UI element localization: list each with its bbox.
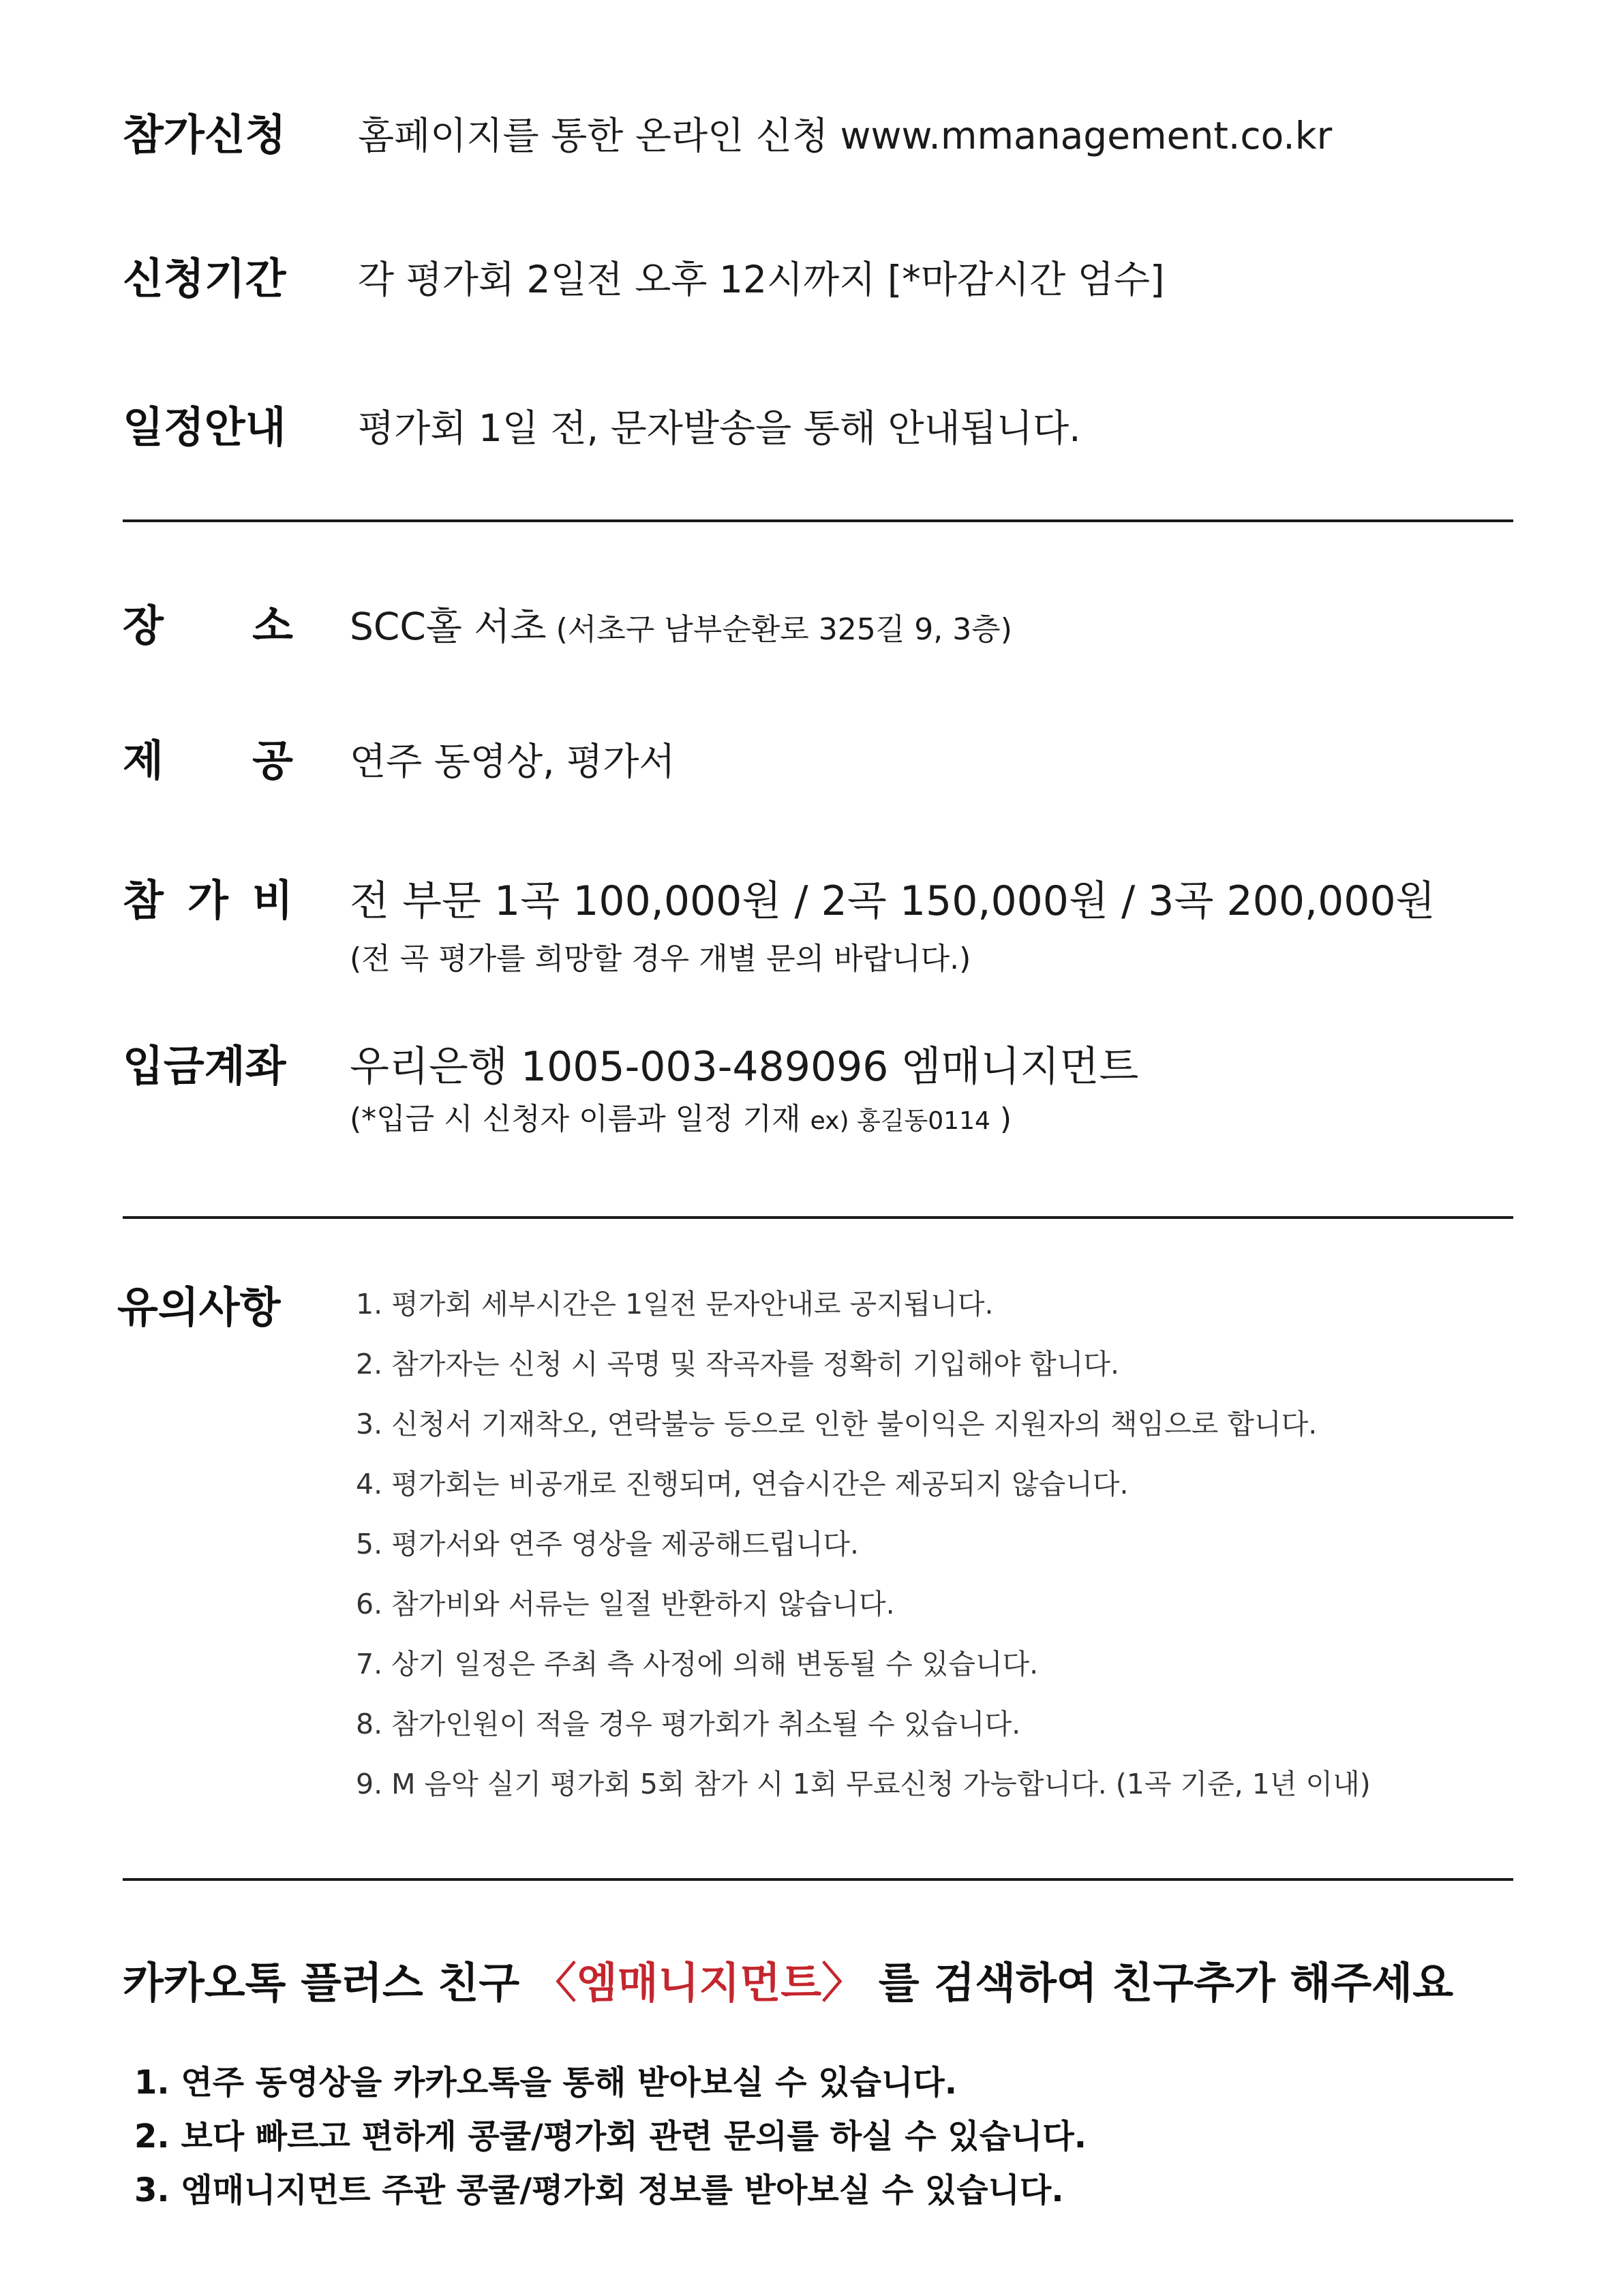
account-sub-example: ex) 홍길동0114 [810, 1107, 990, 1135]
note-item-8: 8. 참가인원이 적을 경우 평가회가 취소될 수 있습니다. [356, 1708, 1021, 1740]
apply-value: 홈페이지를 통한 온라인 신청 www.mmanagement.co.kr [358, 114, 1333, 157]
fee-label-char-1: 참 [123, 875, 164, 925]
notes-label: 유의사항 [117, 1282, 281, 1332]
provide-label-char-1: 제 [123, 736, 164, 785]
note-item-5: 5. 평가서와 연주 영상을 제공해드립니다. [356, 1528, 859, 1560]
account-sub-end: ) [990, 1102, 1012, 1136]
note-item-1: 1. 평가회 세부시간은 1일전 문자안내로 공지됩니다. [356, 1288, 994, 1320]
divider-3 [123, 1878, 1513, 1881]
period-label: 신청기간 [123, 254, 286, 303]
account-sub [350, 1104, 1012, 1134]
note-item-6: 6. 참가비와 서류는 일절 반환하지 않습니다. [356, 1588, 895, 1620]
kakao-title-after: 를 검색하여 친구추가 해주세요 [864, 1958, 1454, 2008]
fee-label [123, 875, 293, 925]
place-value [350, 605, 1012, 648]
kakao-title-before: 카카오톡 플러스 친구 [123, 1958, 534, 2008]
place-label-char-1: 장 [123, 601, 164, 650]
note-item-7: 7. 상기 일정은 주최 측 사정에 의해 변동될 수 있습니다. [356, 1648, 1039, 1680]
schedule-value: 평가회 1일 전, 문자발송을 통해 안내됩니다. [358, 406, 1081, 450]
note-item-4: 4. 평가회는 비공개로 진행되며, 연습시간은 제공되지 않습니다. [356, 1468, 1129, 1500]
account-value: 우리은행 1005-003-489096 엠매니지먼트 [350, 1043, 1139, 1091]
apply-label: 참가신청 [123, 110, 286, 160]
schedule-label: 일정안내 [123, 402, 286, 452]
place-label [123, 601, 293, 650]
place-value-sub: (서초구 남부순환로 325길 9, 3층) [546, 612, 1012, 647]
provide-label [123, 736, 293, 785]
kakao-title [123, 1958, 1454, 2008]
period-value: 각 평가회 2일전 오후 12시까지 [*마감시간 엄수] [358, 258, 1165, 301]
kakao-channel-name: 〈엠매니지먼트〉 [534, 1958, 864, 2008]
fee-label-char-3: 비 [252, 875, 293, 925]
divider-1 [123, 519, 1513, 522]
kakao-benefit-3: 3. 엠매니지먼트 주관 콩쿨/평가회 정보를 받아보실 수 있습니다. [134, 2171, 1064, 2209]
provide-value: 연주 동영상, 평가서 [350, 740, 676, 783]
account-sub-main: (*입금 시 신청자 이름과 일정 기재 [350, 1102, 810, 1136]
fee-label-char-2: 가 [187, 875, 228, 925]
provide-label-char-2: 공 [252, 736, 293, 785]
note-item-3: 3. 신청서 기재착오, 연락불능 등으로 인한 불이익은 지원자의 책임으로 합니다. [356, 1408, 1318, 1440]
note-item-9: 9. M 음악 실기 평가회 5회 참가 시 1회 무료신청 가능합니다. (1곡 기준, 1년 이내) [356, 1768, 1371, 1800]
place-label-char-2: 소 [252, 601, 293, 650]
kakao-benefit-1: 1. 연주 동영상을 카카오톡을 통해 받아보실 수 있습니다. [134, 2064, 957, 2102]
place-value-main: SCC홀 서초 [350, 605, 547, 648]
divider-2 [123, 1216, 1513, 1219]
account-label: 입금계좌 [123, 1041, 286, 1091]
note-item-2: 2. 참가자는 신청 시 곡명 및 작곡자를 정확히 기입해야 합니다. [356, 1348, 1119, 1380]
fee-value: 전 부문 1곡 100,000원 / 2곡 150,000원 / 3곡 200,000원 [350, 877, 1436, 925]
kakao-benefit-2: 2. 보다 빠르고 편하게 콩쿨/평가회 관련 문의를 하실 수 있습니다. [134, 2117, 1087, 2156]
fee-sub: (전 곡 평가를 희망할 경우 개별 문의 바랍니다.) [350, 941, 971, 976]
